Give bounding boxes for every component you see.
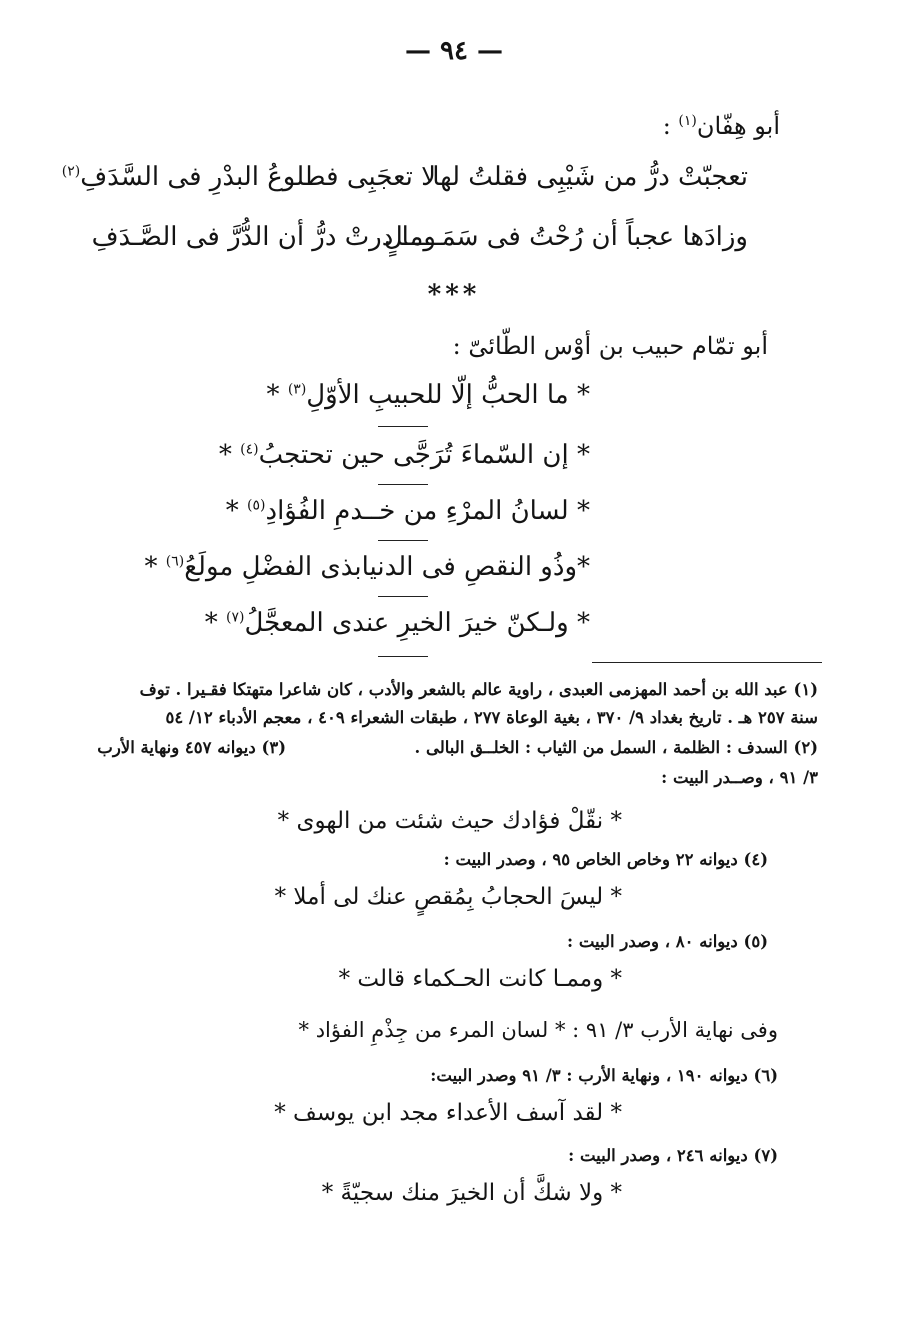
footnote-5-note: وفى نهاية الأرب ٣/ ٩١ : * لسان المرء من جِذْمِ الفؤاد * <box>298 1018 778 1042</box>
footnote-ref-2: (٢) <box>61 163 81 180</box>
footnote-3: (٣) ديوانه ٤٥٧ ونهاية الأرب <box>97 738 286 757</box>
footnote-2: (٢) السدف : الظلمة ، السمل من الثياب : الخلــق البالى . <box>414 738 818 757</box>
footnote-ref-3: (٣) <box>287 381 307 398</box>
poet-name-abu-tammam: أبو تمّام حبيب بن أوْس الطّائىّ : <box>452 332 768 360</box>
footnote-ref-6: (٦) <box>165 553 185 570</box>
footnote-5: (٥) ديوانه ٨٠ ، وصدر البيت : <box>567 932 768 951</box>
footnote-ref-1: (١) <box>678 113 697 129</box>
verse1-hemistich-left <box>62 162 436 192</box>
footnote-1-line-1: (١) عبد الله بن أحمد المهزمى العبدى ، راوية عالم بالشعر والأدب ، كان شاعرا متهتكا فقـيرا . توف <box>139 680 818 699</box>
footnote-4: (٤) ديوانه ٢٢ وخاص الخاص ٩٥ ، وصدر البيت : <box>443 850 768 869</box>
verse-divider <box>378 540 428 541</box>
footnote-ref-5: (٥) <box>247 497 266 514</box>
footnote-4-verse: * ليسَ الحجابُ بِمُقصٍ عنك لى أملا * <box>274 884 622 910</box>
verse-line-2-text: * إن السّماءَ تُرَجَّى حين تحتجبُ <box>258 440 590 470</box>
footnote-3-continued: ٣/ ٩١ ، وصــدر البيت : <box>661 768 818 787</box>
poet-name-abu-hiffan: أبو هِفّان$^{(١)}$ : <box>662 112 780 140</box>
footnote-3-verse: * نقّلْ فؤادك حيث شئت من الهوى * <box>277 808 622 834</box>
verse-line-4-star: * <box>144 552 166 582</box>
footnote-6-verse: * لقد آسف الأعداء مجد ابن يوسف * <box>274 1100 622 1126</box>
verse-divider <box>378 484 428 485</box>
verse-line-3-text: * لسانُ المرْءِ من خــدمِ الفُؤادِ <box>265 496 590 526</box>
footnote-1-line-2: سنة ٢٥٧ هـ . تاريخ بغداد ٩/ ٣٧٠ ، بغية الوعاة ٢٧٧ ، طبقات الشعراء ٤٠٩ ، معجم الأدباء ١٢/ ٥٤ <box>165 708 818 727</box>
page-number: — ٩٤ — <box>404 36 504 66</box>
verse1-hemistich-right: تعجبّتْ درُّ من شَيْبِى فقلتُ لها <box>432 162 748 192</box>
footnote-ref-7: (٧) <box>226 609 245 626</box>
verse-line-5-text: * ولـكنّ خيرَ الخيرِ عندى المعجَّلُ <box>244 608 590 638</box>
verse-divider <box>378 656 428 657</box>
verse1-left-text: لا تعجَبِى فطلوعُ البدْرِ فى السَّدَفِ <box>80 162 436 192</box>
footnote-ref-4: (٤) <box>240 441 259 458</box>
footnote-6: (٦) ديوانه ١٩٠ ، ونهاية الأرب : ٣/ ٩١ وصدر البيت: <box>430 1066 778 1085</box>
verse-line-3 <box>226 496 590 526</box>
verse-line-4-text: *وذُو النقصِ فى الدنيابذى الفضْلِ مولَعُ <box>184 552 590 582</box>
verse-line-5-star: * <box>204 608 227 638</box>
verse2-hemistich-left: وما درتْ درُّ أن الدُّرَّ فى الصَّـدَفِ <box>91 222 436 252</box>
verse-line-5 <box>205 608 590 638</box>
verse-line-1-star: * <box>266 380 288 410</box>
footnote-5-verse: * وممـا كانت الحـكماء قالت * <box>338 966 622 992</box>
footnote-7: (٧) ديوانه ٢٤٦ ، وصدر البيت : <box>568 1146 778 1165</box>
poet-name-text: أبو هِفّان <box>696 112 780 140</box>
footnote-7-verse: * ولا شكَّ أن الخيرَ منك سجيّةً * <box>321 1180 622 1206</box>
verse-divider <box>378 596 428 597</box>
verse-line-3-star: * <box>225 496 248 526</box>
verse-line-2 <box>219 440 590 470</box>
verse-line-4 <box>144 552 590 582</box>
footnote-separator <box>592 662 822 663</box>
verse-divider <box>378 426 428 427</box>
verse-line-2-star: * <box>218 440 241 470</box>
verse-line-1-text: * ما الحبُّ إلّا للحبيبِ الأوّلِ <box>306 380 590 410</box>
verse-line-1 <box>267 380 590 410</box>
verse2-hemistich-right: وزادَها عجباً أن رُحْتُ فى سَمَـــــلٍ <box>383 222 748 252</box>
section-separator: *** <box>427 280 481 310</box>
